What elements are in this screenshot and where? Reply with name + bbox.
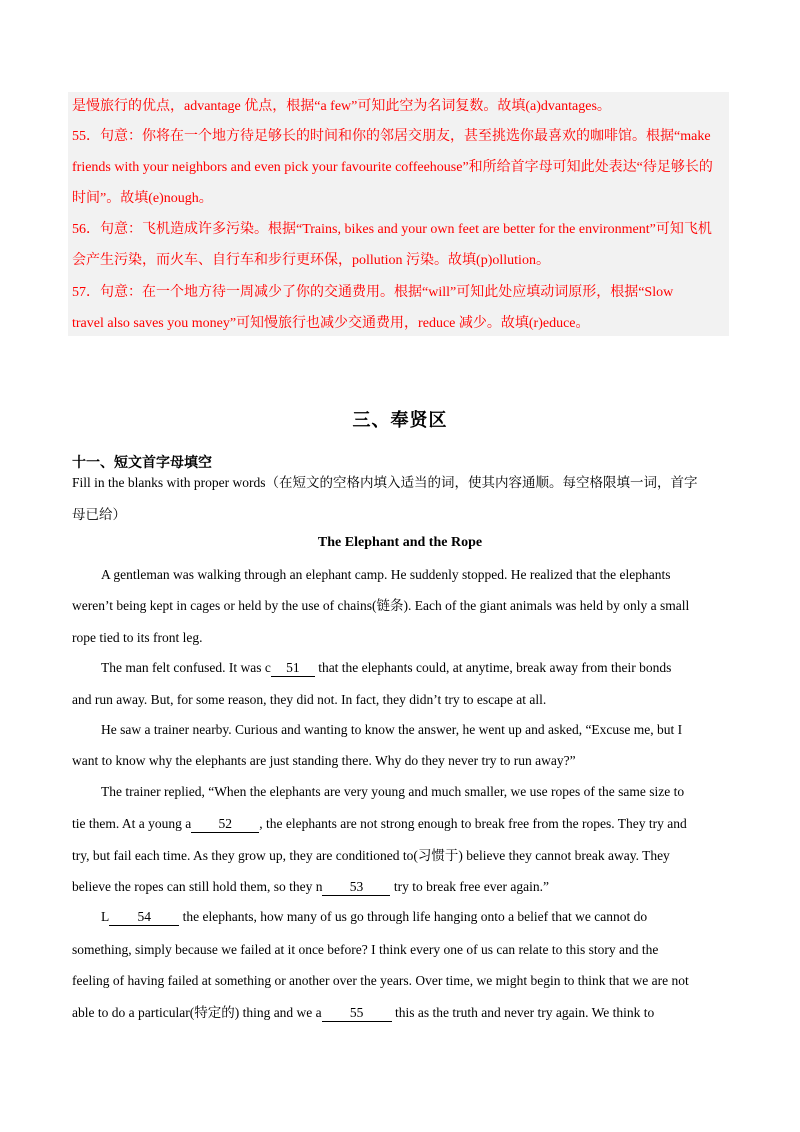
answer-note-line: 55．句意：你将在一个地方待足够长的时间和你的邻居交朋友，甚至挑选你最喜欢的咖啡馆。根据“make — [72, 129, 711, 144]
story-line: feeling of having failed at something or another over the years. Over time, we might begin to think that we are not — [72, 973, 689, 988]
answer-note-line: 时间”。故填(e)nough。 — [72, 191, 213, 206]
story-text: , the elephants are not strong enough to break free from the ropes. They try and — [259, 816, 687, 831]
story-text: The man felt confused. It was c — [101, 660, 271, 675]
story-line: rope tied to its front leg. — [72, 630, 203, 645]
story-text: the elephants, how many of us go through life hanging onto a belief that we cannot do — [179, 909, 648, 924]
blank-54[interactable]: 54 — [109, 909, 179, 926]
answer-note-line: friends with your neighbors and even pick your favourite coffeehouse”和所给首字母可知此处表达“待足够长的 — [72, 160, 713, 175]
story-line: He saw a trainer nearby. Curious and wanting to know the answer, he went up and asked, “Excuse me, but I — [101, 722, 683, 737]
answer-note-line: 是慢旅行的优点，advantage 优点，根据“a few”可知此空为名词复数。故填(a)dvantages。 — [72, 99, 611, 114]
section-title: 三、奉贤区 — [352, 410, 448, 431]
blank-55[interactable]: 55 — [322, 1005, 392, 1022]
story-line: A gentleman was walking through an elephant camp. He suddenly stopped. He realized that the elephants — [101, 567, 671, 582]
story-text: able to do a particular(特定的) thing and we a — [72, 1005, 322, 1020]
story-line — [72, 814, 732, 834]
story-line — [101, 907, 732, 927]
story-line — [72, 1003, 732, 1023]
story-line: something, simply because we failed at it once before? I think every one of us can relate to this story and the — [72, 942, 659, 957]
story-text: this as the truth and never try again. We think to — [391, 1005, 655, 1020]
story-text: believe the ropes can still hold them, so they n — [72, 879, 323, 894]
story-line — [101, 658, 732, 678]
story-line: and run away. But, for some reason, they did not. In fact, they didn’t try to escape at all. — [72, 692, 547, 707]
story-text: try to break free ever again.” — [390, 879, 549, 894]
blank-51[interactable]: 51 — [271, 660, 315, 677]
answer-note-line: 会产生污染，而火车、自行车和步行更环保，pollution 污染。故填(p)ollution。 — [72, 253, 550, 268]
story-text: tie them. At a young a — [72, 816, 192, 831]
task-heading: 十一、短文首字母填空 — [72, 455, 212, 471]
story-line — [72, 877, 732, 897]
answer-note-line: 56．句意：飞机造成许多污染。根据“Trains, bikes and your own feet are better for the environment”可知飞机 — [72, 222, 712, 237]
story-line: try, but fail each time. As they grow up, they are conditioned to(习惯于) believe they cannot break away. They — [72, 848, 670, 863]
story-line: want to know why the elephants are just standing there. Why do they never try to run away?” — [72, 753, 576, 768]
answer-note-line: 57．句意：在一个地方待一周减少了你的交通费用。根据“will”可知此处应填动词原形，根据“Slow — [72, 285, 674, 300]
instruction-line: 母已给） — [72, 507, 126, 522]
story-line: The trainer replied, “When the elephants are very young and much smaller, we use ropes of the same size to — [101, 784, 685, 799]
story-title: The Elephant and the Rope — [317, 535, 483, 550]
story-text: that the elephants could, at anytime, break away from their bonds — [314, 660, 672, 675]
blank-52[interactable]: 52 — [191, 816, 259, 833]
answer-note-line: travel also saves you money”可知慢旅行也减少交通费用，reduce 减少。故填(r)educe。 — [72, 316, 590, 331]
story-text: L — [101, 909, 110, 924]
blank-53[interactable]: 53 — [322, 879, 390, 896]
story-line: weren’t being kept in cages or held by the use of chains(链条). Each of the giant animals was held by only a small — [72, 598, 690, 613]
instruction-line: Fill in the blanks with proper words（在短文的空格内填入适当的词，使其内容通顺。每空格限填一词，首字 — [72, 475, 698, 490]
